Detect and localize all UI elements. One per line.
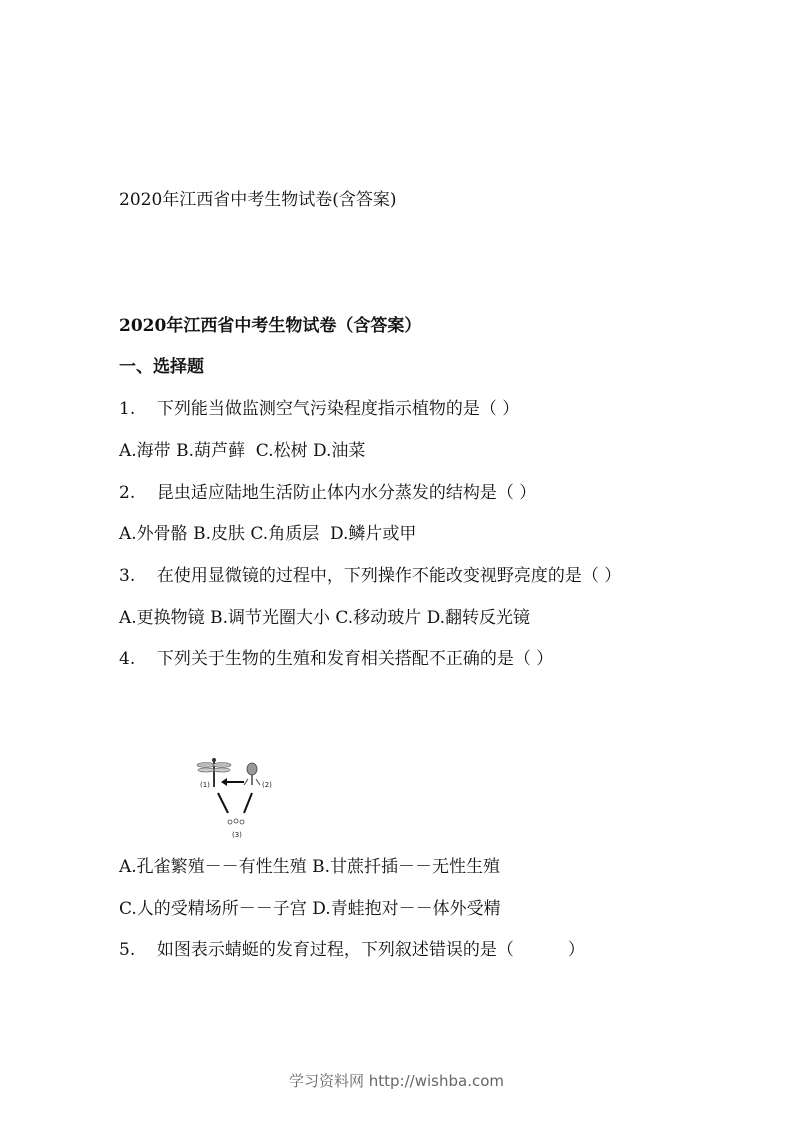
footer-link[interactable]: 学习资料网 http://wishba.com xyxy=(289,1072,504,1090)
question-5: 5. 如图表示蜻蜓的发育过程，下列叙述错误的是（ ） xyxy=(119,940,585,960)
figure-label-3: (3) xyxy=(232,831,242,839)
exam-heading: 2020年江西省中考生物试卷（含答案） xyxy=(119,316,422,336)
figure-label-1: (1) xyxy=(200,781,210,789)
question-4-options-ab: A.孔雀繁殖－－有性生殖 B.甘蔗扦插－－无性生殖 xyxy=(119,857,500,877)
dragonfly-lifecycle-figure xyxy=(196,757,276,839)
document-title: 2020年江西省中考生物试卷(含答案) xyxy=(119,190,397,210)
question-3-options: A.更换物镜 B.调节光圈大小 C.移动玻片 D.翻转反光镜 xyxy=(119,608,531,628)
figure-label-2: (2) xyxy=(262,781,272,789)
section-heading: 一、选择题 xyxy=(119,357,204,377)
question-3: 3. 在使用显微镜的过程中，下列操作不能改变视野亮度的是（ ） xyxy=(119,566,622,586)
nymph-icon xyxy=(244,763,260,785)
question-4-options-cd: C.人的受精场所－－子宫 D.青蛙抱对－－体外受精 xyxy=(119,899,501,919)
arrow-egg-to-nymph xyxy=(244,793,252,813)
arrow-adult-to-egg xyxy=(218,793,228,813)
question-1-options: A.海带 B.葫芦藓 C.松树 D.油菜 xyxy=(119,441,366,461)
question-4: 4. 下列关于生物的生殖和发育相关搭配不正确的是（ ） xyxy=(119,649,554,669)
question-2: 2. 昆虫适应陆地生活防止体内水分蒸发的结构是（ ） xyxy=(119,483,537,503)
question-2-options: A.外骨骼 B.皮肤 C.角质层 D.鳞片或甲 xyxy=(119,524,417,544)
egg-icon xyxy=(228,819,244,824)
question-1: 1. 下列能当做监测空气污染程度指示植物的是（ ） xyxy=(119,399,520,419)
